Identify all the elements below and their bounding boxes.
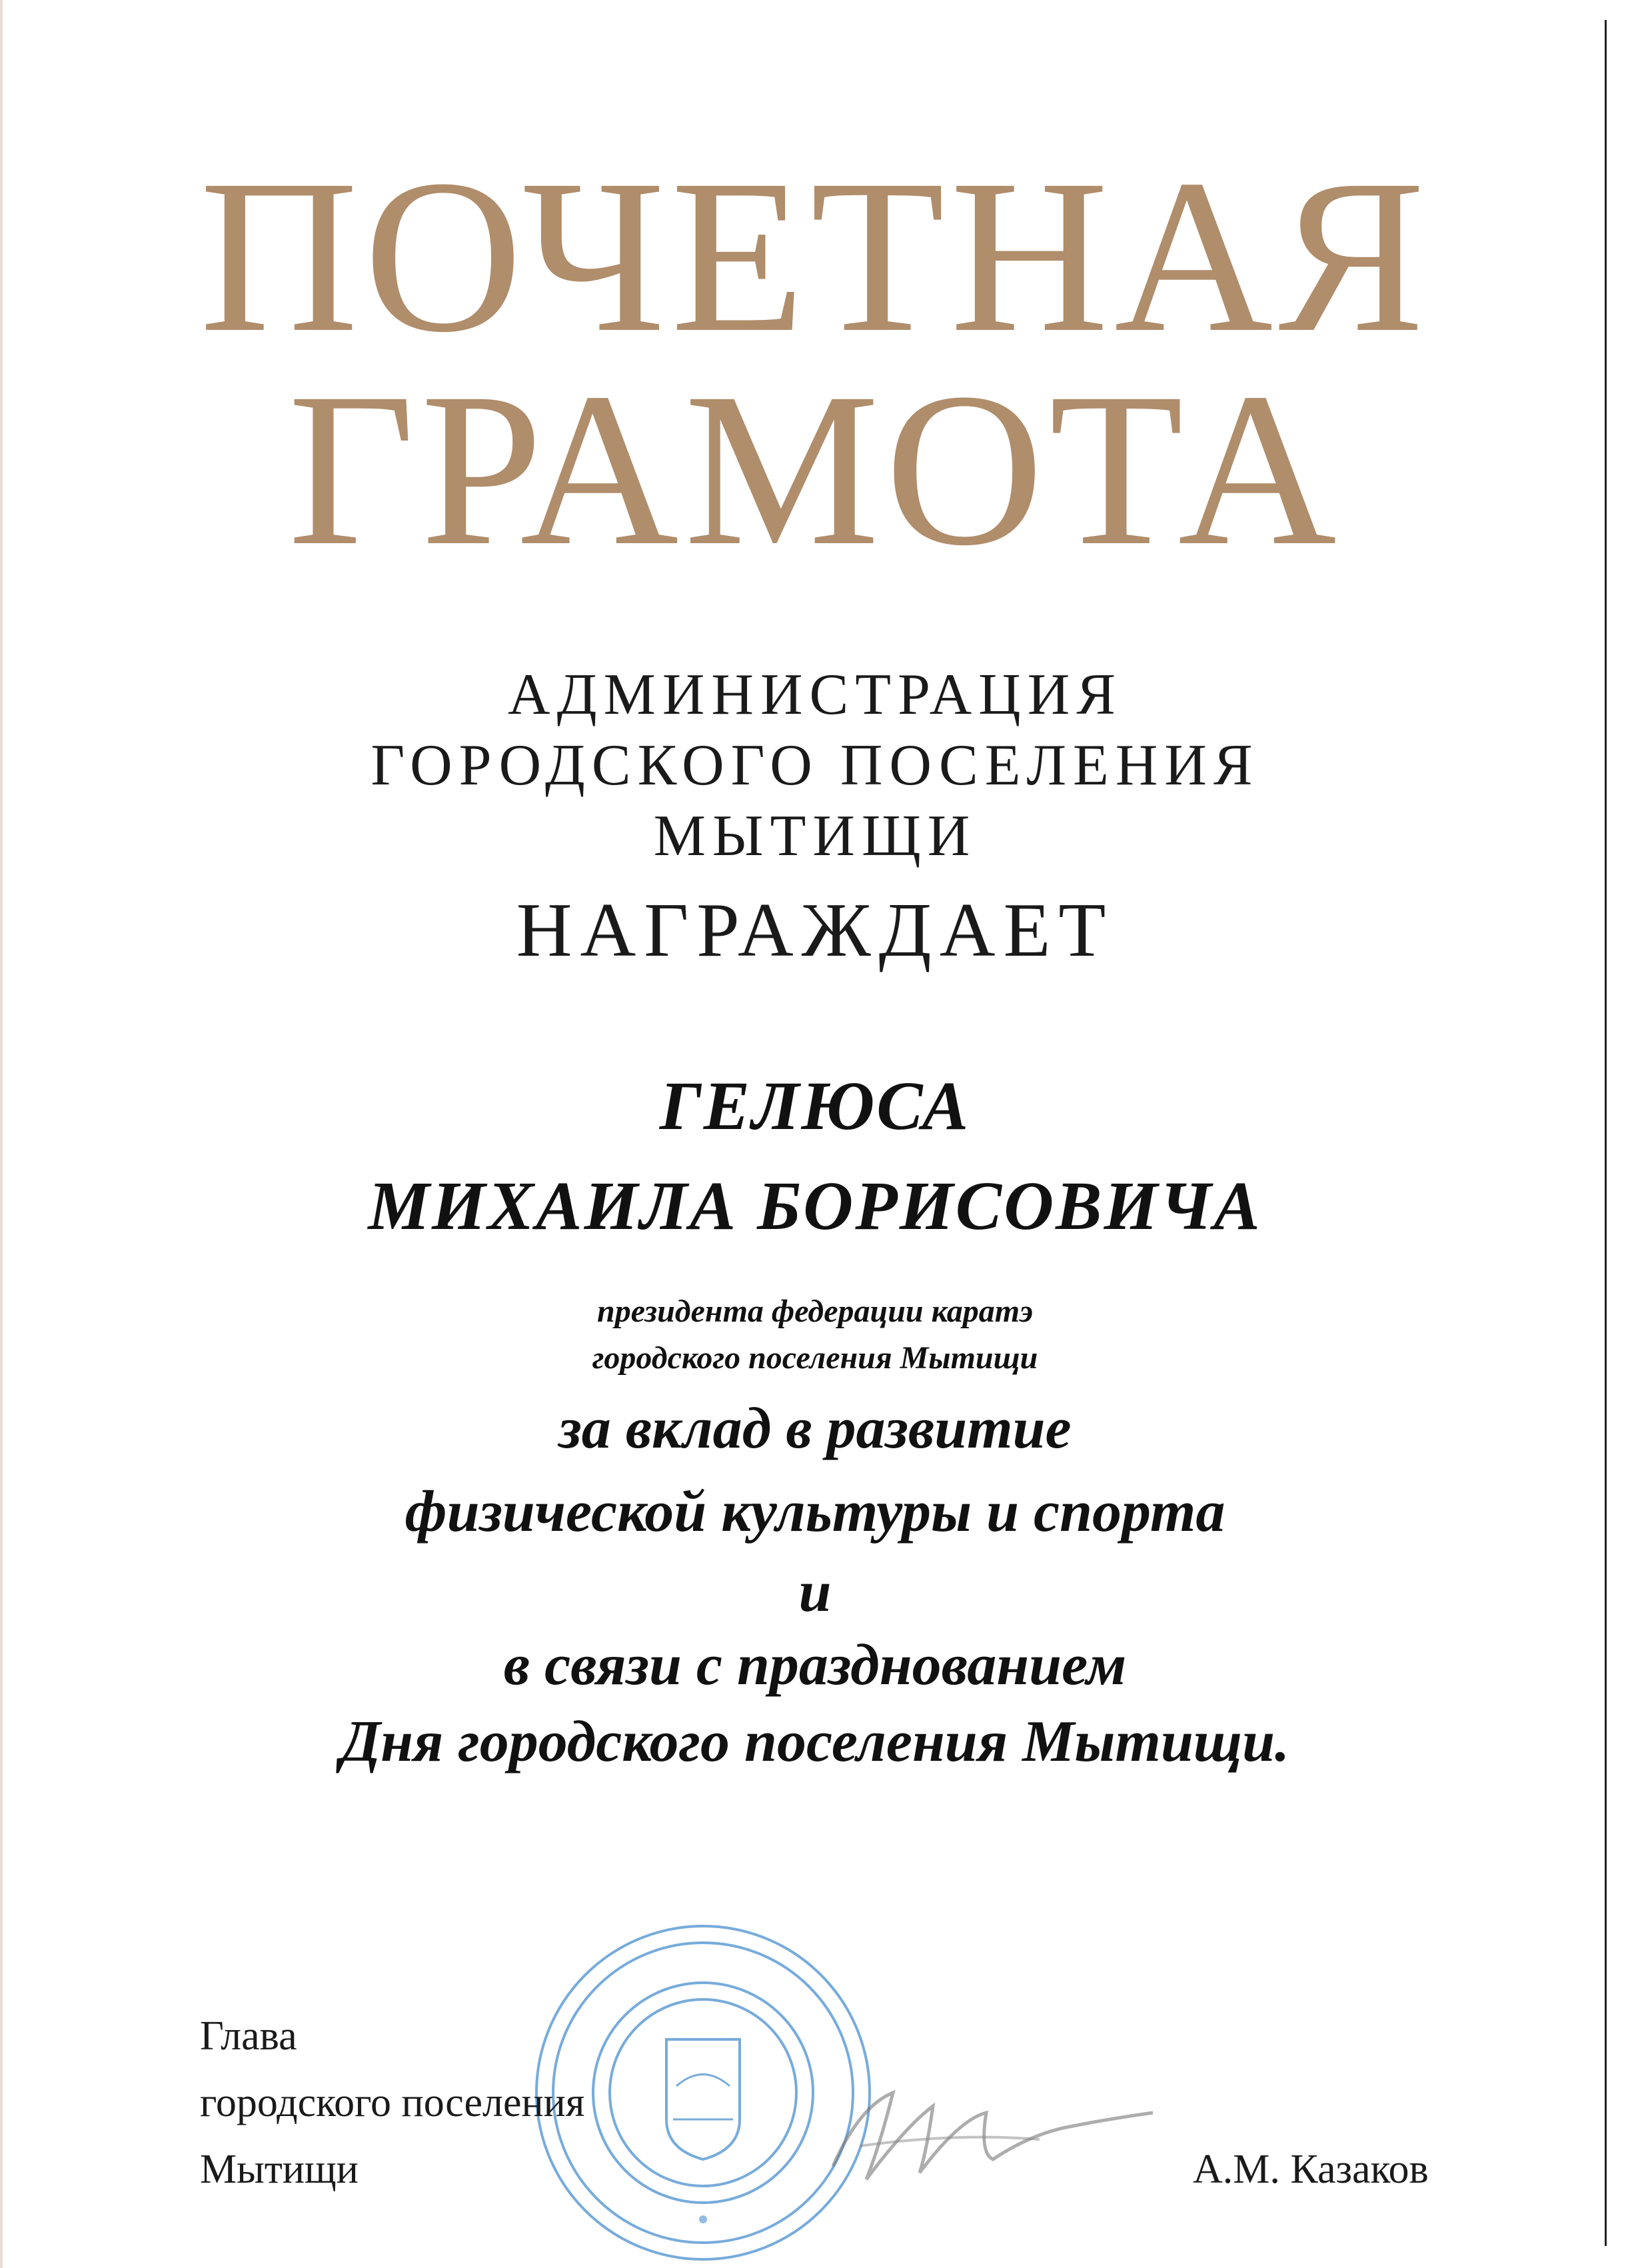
certificate-title-line1: ПОЧЕТНАЯ [199,135,1431,378]
issuer-line3: МЫТИЩИ [653,804,977,868]
awards-heading: НАГРАЖДАЕТ [516,888,1114,973]
signatory-name: А.М. Казаков [1193,2147,1429,2192]
reason-line3: и [798,1560,832,1624]
signatory-title-line2: городского поселения [200,2080,585,2125]
signatory-title-line1: Глава [200,2013,297,2059]
issuer-line2: ГОРОДСКОГО ПОСЕЛЕНИЯ [371,733,1259,798]
issuer-line1: АДМИНИСТРАЦИЯ [508,662,1122,727]
recipient-surname: ГЕЛЮСА [659,1068,971,1144]
reason-line5: Дня городского поселения Мытищи. [340,1709,1290,1774]
certificate-title-line2: ГРАМОТА [288,348,1342,591]
recipient-position-line2: городского поселения Мытищи [592,1340,1038,1376]
reason-line1: за вклад в развитие [558,1396,1072,1461]
recipient-position-line1: президента федерации каратэ [597,1294,1033,1329]
reason-line4: в связи с празднованием [503,1633,1127,1698]
recipient-given-names: МИХАИЛА БОРИСОВИЧА [368,1168,1262,1244]
handwritten-signature [820,2066,1166,2199]
reason-line2: физической культуры и спорта [405,1480,1225,1544]
signatory-title-line3: Мытищи [200,2147,359,2192]
